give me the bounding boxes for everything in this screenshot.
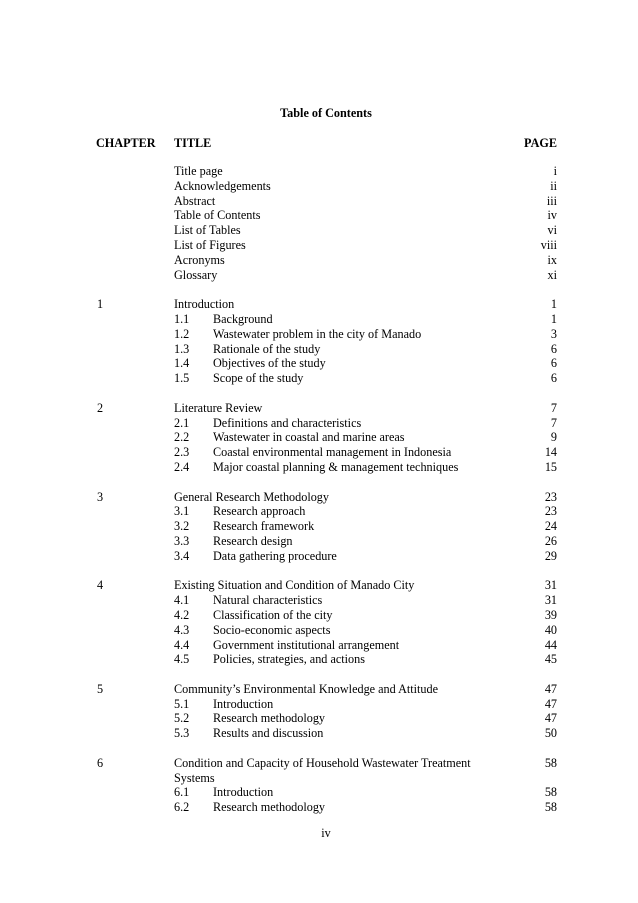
section-page: 47 <box>544 711 557 726</box>
chapter-entry[interactable] <box>0 490 638 505</box>
section-title: Natural characteristics <box>213 593 323 608</box>
section-number: 2.2 <box>174 430 190 445</box>
section-number: 3.3 <box>174 533 190 548</box>
section-title: Coastal environmental management in Indonesia <box>213 445 452 460</box>
entry-page: xi <box>547 267 557 282</box>
column-header-title: TITLE <box>174 136 212 150</box>
entry-page: vi <box>547 223 557 238</box>
section-title: Major coastal planning & management techniques <box>213 459 459 474</box>
section-number: 1.2 <box>174 326 190 341</box>
section-number: 4.5 <box>174 652 190 667</box>
section-number: 3.1 <box>174 504 190 519</box>
chapter-block <box>0 682 638 741</box>
chapter-title: Existing Situation and Condition of Manado City <box>174 578 415 593</box>
section-title: Wastewater problem in the city of Manado <box>213 326 422 341</box>
chapter-number: 6 <box>97 755 104 770</box>
spacer <box>0 386 638 401</box>
section-entry[interactable] <box>0 593 638 608</box>
section-entry[interactable] <box>0 711 638 726</box>
chapter-block <box>0 297 638 386</box>
chapter-title: Literature Review <box>174 400 263 415</box>
section-entry[interactable] <box>0 445 638 460</box>
page-title: Table of Contents <box>280 106 372 120</box>
toc-entry[interactable] <box>0 268 638 283</box>
chapter-number: 4 <box>97 578 104 593</box>
section-title: Research methodology <box>213 800 326 815</box>
section-number: 2.4 <box>174 459 190 474</box>
section-number: 4.1 <box>174 593 190 608</box>
section-page: 6 <box>550 356 557 371</box>
section-title: Government institutional arrangement <box>213 637 400 652</box>
chapter-entry[interactable] <box>0 297 638 312</box>
spacer <box>0 282 638 297</box>
column-header-page: PAGE <box>524 136 557 150</box>
section-number: 5.2 <box>174 711 190 726</box>
section-title: Research framework <box>213 519 315 534</box>
section-page: 58 <box>544 785 557 800</box>
chapter-page: 31 <box>544 578 557 593</box>
chapter-page: 47 <box>544 681 557 696</box>
entry-page: iii <box>546 193 557 208</box>
entry-page: ix <box>547 252 557 267</box>
section-entry[interactable] <box>0 327 638 342</box>
section-entry[interactable] <box>0 623 638 638</box>
page-number: iv <box>321 826 331 840</box>
section-page: 6 <box>550 341 557 356</box>
entry-title: Title page <box>174 164 223 178</box>
section-title: Classification of the city <box>213 607 333 622</box>
section-page: 50 <box>544 726 557 741</box>
section-number: 1.5 <box>174 371 190 386</box>
front-matter-block <box>0 164 638 282</box>
section-title: Background <box>213 311 273 326</box>
toc-entry[interactable] <box>0 179 638 194</box>
section-page: 1 <box>550 311 557 326</box>
entry-title: Glossary <box>174 267 218 282</box>
entry-page: viii <box>540 237 557 252</box>
section-number: 6.2 <box>174 800 190 815</box>
chapter-title-continuation <box>0 771 638 786</box>
section-entry[interactable] <box>0 534 638 549</box>
section-title: Introduction <box>213 696 274 711</box>
chapter-number: 1 <box>97 297 104 312</box>
section-title: Research methodology <box>213 711 326 726</box>
section-number: 3.4 <box>174 548 190 563</box>
section-page: 31 <box>544 593 557 608</box>
entry-title: Acronyms <box>174 252 225 267</box>
section-page: 40 <box>544 622 557 637</box>
entry-page: ii <box>550 178 557 193</box>
section-page: 14 <box>544 445 557 460</box>
section-number: 4.3 <box>174 622 190 637</box>
spacer <box>0 741 638 756</box>
section-entry[interactable] <box>0 416 638 431</box>
section-entry[interactable] <box>0 697 638 712</box>
chapter-number: 5 <box>97 681 104 696</box>
entry-page: i <box>553 164 557 178</box>
section-number: 4.2 <box>174 607 190 622</box>
entry-title: Abstract <box>174 193 216 208</box>
section-title: Rationale of the study <box>213 341 321 356</box>
section-entry[interactable] <box>0 342 638 357</box>
chapter-page: 7 <box>550 400 557 415</box>
section-page: 47 <box>544 696 557 711</box>
section-page: 23 <box>544 504 557 519</box>
chapter-number: 2 <box>97 400 104 415</box>
chapter-entry[interactable] <box>0 682 638 697</box>
section-entry[interactable] <box>0 608 638 623</box>
section-entry[interactable] <box>0 800 638 815</box>
section-page: 15 <box>544 459 557 474</box>
section-page: 24 <box>544 519 557 534</box>
section-title: Wastewater in coastal and marine areas <box>213 430 405 445</box>
toc-entry[interactable] <box>0 238 638 253</box>
section-title: Research design <box>213 533 293 548</box>
section-page: 7 <box>550 415 557 430</box>
chapter-entry[interactable] <box>0 578 638 593</box>
section-number: 1.3 <box>174 341 190 356</box>
section-page: 26 <box>544 533 557 548</box>
section-number: 2.1 <box>174 415 190 430</box>
section-title: Objectives of the study <box>213 356 326 371</box>
section-entry[interactable] <box>0 312 638 327</box>
section-page: 39 <box>544 607 557 622</box>
section-page: 3 <box>550 326 557 341</box>
entry-title: Acknowledgements <box>174 178 271 193</box>
section-entry[interactable] <box>0 638 638 653</box>
spacer <box>0 475 638 490</box>
section-title: Results and discussion <box>213 726 324 741</box>
section-entry[interactable] <box>0 519 638 534</box>
section-title: Policies, strategies, and actions <box>213 652 365 667</box>
section-page: 58 <box>544 800 557 815</box>
table-of-contents <box>0 164 638 815</box>
section-entry[interactable] <box>0 504 638 519</box>
section-page: 29 <box>544 548 557 563</box>
toc-entry[interactable] <box>0 208 638 223</box>
chapter-page: 58 <box>544 755 557 770</box>
toc-entry[interactable] <box>0 194 638 209</box>
entry-title: Table of Contents <box>174 208 261 223</box>
chapter-title: Introduction <box>174 297 235 312</box>
section-entry[interactable] <box>0 726 638 741</box>
chapter-title: Community’s Environmental Knowledge and Attitude <box>174 681 439 696</box>
section-number: 5.3 <box>174 726 190 741</box>
section-entry[interactable] <box>0 356 638 371</box>
chapter-page: 1 <box>550 297 557 312</box>
column-header-chapter: CHAPTER <box>96 136 156 150</box>
toc-entry[interactable] <box>0 164 638 179</box>
section-page: 45 <box>544 652 557 667</box>
chapter-entry[interactable] <box>0 756 638 771</box>
section-entry[interactable] <box>0 371 638 386</box>
chapter-title: Condition and Capacity of Household Wastewater Treatment <box>174 755 471 770</box>
entry-title: List of Figures <box>174 237 246 252</box>
section-number: 3.2 <box>174 519 190 534</box>
section-title: Scope of the study <box>213 371 304 386</box>
section-title: Data gathering procedure <box>213 548 337 563</box>
section-number: 5.1 <box>174 696 190 711</box>
spacer <box>0 667 638 682</box>
section-number: 4.4 <box>174 637 190 652</box>
section-page: 9 <box>550 430 557 445</box>
section-number: 2.3 <box>174 445 190 460</box>
section-page: 44 <box>544 637 557 652</box>
section-entry[interactable] <box>0 460 638 475</box>
section-entry[interactable] <box>0 549 638 564</box>
section-title: Introduction <box>213 785 274 800</box>
section-entry[interactable] <box>0 652 638 667</box>
section-number: 1.1 <box>174 311 190 326</box>
chapter-block <box>0 401 638 475</box>
entry-title: List of Tables <box>174 223 241 238</box>
section-title: Research approach <box>213 504 306 519</box>
chapter-block <box>0 578 638 667</box>
section-number: 1.4 <box>174 356 190 371</box>
toc-entry[interactable] <box>0 253 638 268</box>
chapter-title-cont: Systems <box>174 770 215 785</box>
spacer <box>0 564 638 579</box>
toc-entry[interactable] <box>0 223 638 238</box>
section-entry[interactable] <box>0 430 638 445</box>
entry-page: iv <box>547 208 557 223</box>
section-title: Socio-economic aspects <box>213 622 331 637</box>
section-page: 6 <box>550 371 557 386</box>
chapter-block <box>0 756 638 815</box>
section-entry[interactable] <box>0 785 638 800</box>
chapter-title: General Research Methodology <box>174 489 329 504</box>
chapter-entry[interactable] <box>0 401 638 416</box>
chapter-number: 3 <box>97 489 104 504</box>
section-title: Definitions and characteristics <box>213 415 362 430</box>
chapter-block <box>0 490 638 564</box>
section-number: 6.1 <box>174 785 190 800</box>
chapter-page: 23 <box>544 489 557 504</box>
